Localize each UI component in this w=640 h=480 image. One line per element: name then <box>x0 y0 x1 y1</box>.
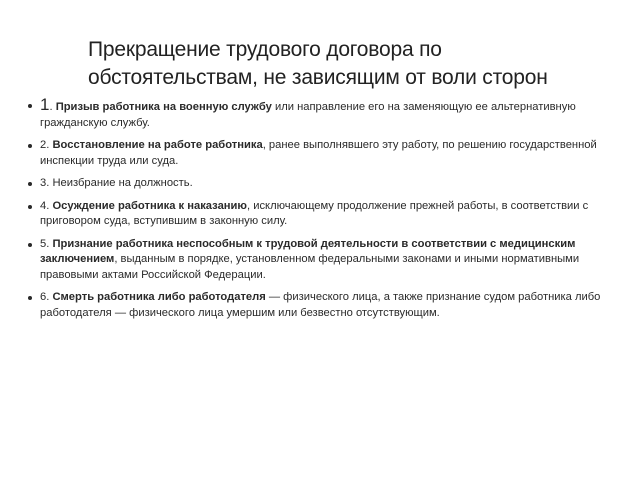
bullet-dot-icon <box>28 296 32 300</box>
item-number: 3. <box>40 177 53 189</box>
bullet-dot-icon <box>28 182 32 186</box>
item-number: 6. <box>40 291 53 303</box>
bullet-dot-icon <box>28 243 32 247</box>
list-item <box>28 237 618 284</box>
slide-title: Прекращение трудового договора по обстоятельствам, не зависящим от воли сторон <box>88 38 548 89</box>
item-number: 5. <box>40 237 53 250</box>
item-number: 2. <box>40 139 53 151</box>
bullet-dot-icon <box>28 205 32 209</box>
bullet-dot-icon <box>28 104 32 108</box>
item-text: , исключающему продолжение прежней работы, в соответствии с приговором суда, вступившим в законную силу. <box>40 199 589 227</box>
item-bold-text: Осуждение работника к наказанию <box>52 199 247 212</box>
list-item <box>28 138 618 169</box>
item-text: или направление его на заменяющую ее альтернативную гражданскую службу. <box>40 101 576 129</box>
item-number: 1 <box>40 95 50 114</box>
item-bold-text: Смерть работника либо работодателя <box>52 291 266 303</box>
list-item <box>28 290 618 321</box>
list-item: 1. Призыв работника на военную службу или направление его на заменяющую ее альтернативную гражданскую службу. <box>28 96 618 131</box>
item-text: , выданным в порядке, установленном федеральными законами и иными нормативными правовыми актами Российской Федерации. <box>40 253 580 281</box>
item-bold-text: Призыв работника на военную службу <box>55 101 272 113</box>
item-text: , ранее выполнявшего эту работу, по решению государственной инспекции труда или суда. <box>40 139 597 167</box>
item-bold-text: Восстановление на работе работника <box>52 139 263 151</box>
item-text: — физического лица, а также признание судом работника либо работодателя — физического лица умершим или безвестно отсутствующим. <box>40 291 601 319</box>
list-item <box>28 199 618 230</box>
bullet-list <box>28 96 618 328</box>
item-number: 4. <box>40 199 53 212</box>
item-bold-text: Признание работника неспособным к трудовой деятельности в соответствии с медицинским заключением <box>40 237 576 265</box>
list-item <box>28 176 618 192</box>
item-text: Неизбрание на должность. <box>52 177 193 189</box>
bullet-dot-icon <box>28 144 32 148</box>
